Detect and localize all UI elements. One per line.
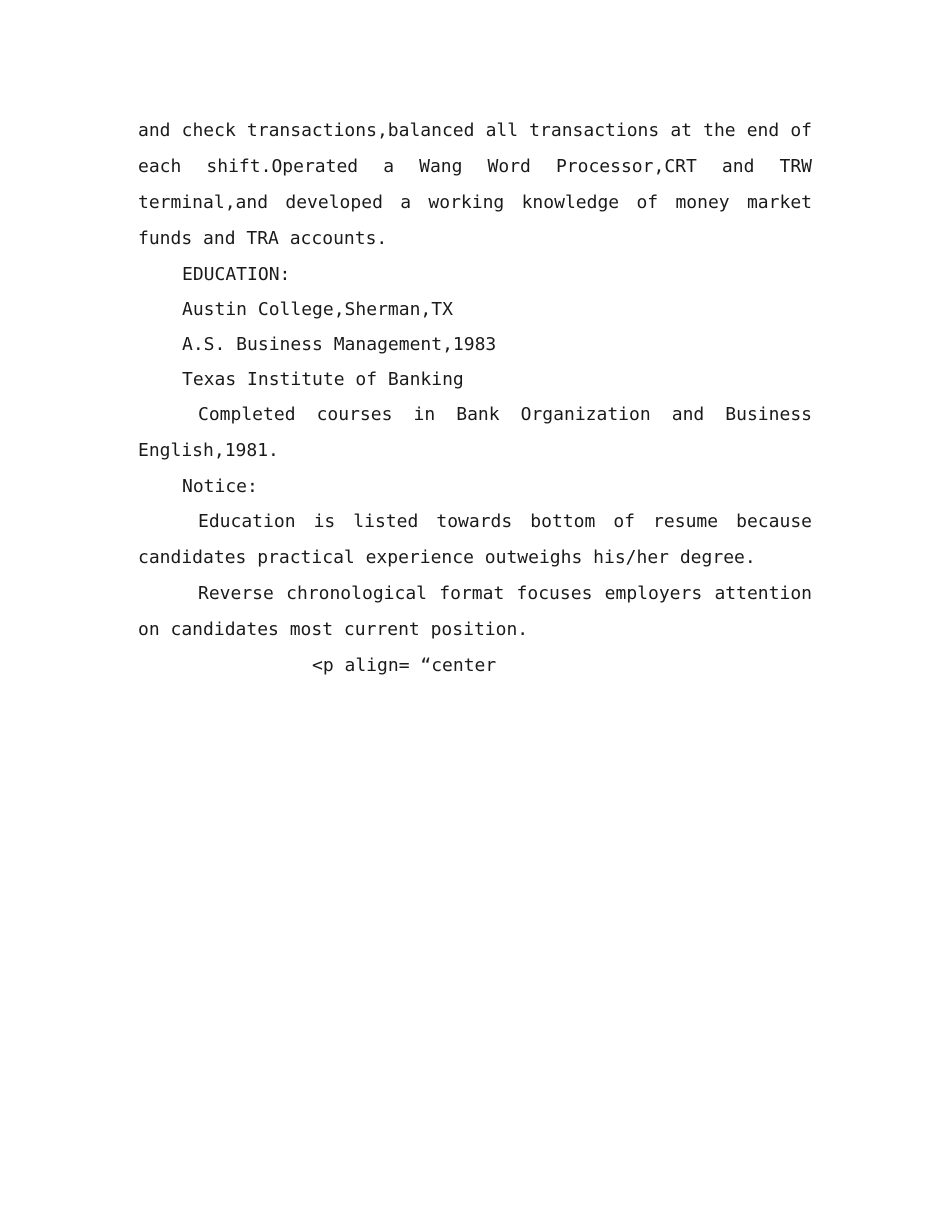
school-line: Austin College,Sherman,TX (182, 299, 453, 320)
education-heading: EDUCATION: (182, 264, 291, 285)
notice-heading: Notice: (182, 476, 258, 497)
institute-line: Texas Institute of Banking (182, 369, 464, 390)
work-experience-paragraph: and check transactions,balanced all transactions at the end of each shift.Operated a Wang Word Processor,CRT and TRW terminal,and developed a working knowledge of money market funds and TRA accounts. (138, 120, 812, 249)
degree-line: A.S. Business Management,1983 (182, 334, 497, 355)
document-body (138, 113, 812, 683)
notice-paragraph-education: Education is listed towards bottom of resume because candidates practical experience outweighs his/her degree. (138, 511, 812, 568)
notice-paragraph-format: Reverse chronological format focuses employers attention on candidates most current position. (138, 583, 812, 640)
trailing-tag-text: <p align= “center (312, 655, 497, 676)
courses-paragraph: Completed courses in Bank Organization and Business English,1981. (138, 404, 812, 461)
